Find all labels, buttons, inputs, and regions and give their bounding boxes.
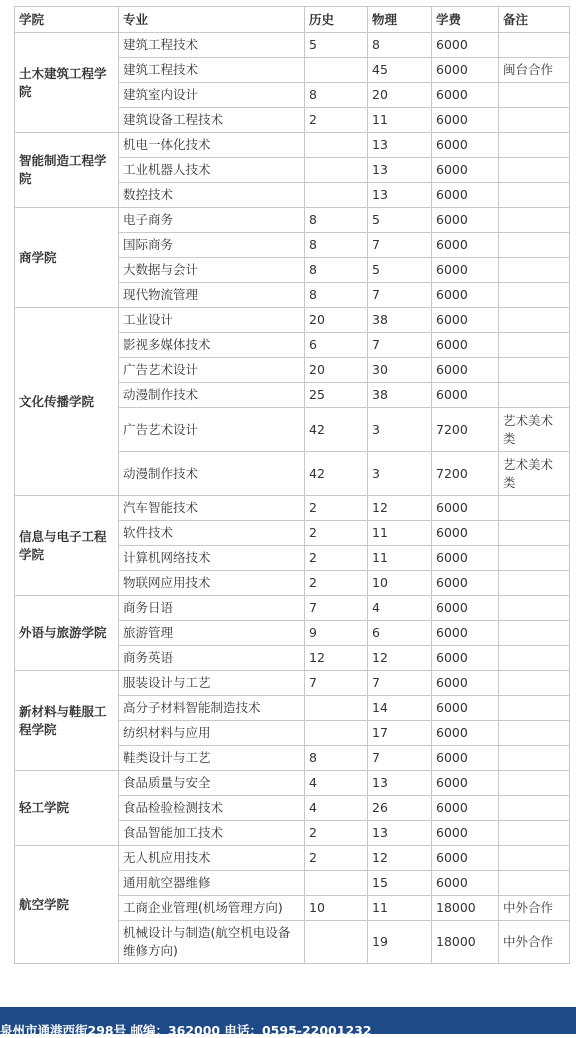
history-cell bbox=[305, 133, 368, 158]
header-physics: 物理 bbox=[368, 7, 432, 33]
fee-cell: 18000 bbox=[432, 921, 499, 964]
fee-cell: 6000 bbox=[432, 358, 499, 383]
history-cell: 42 bbox=[305, 408, 368, 452]
footer-bar bbox=[0, 1007, 576, 1038]
fee-cell: 6000 bbox=[432, 571, 499, 596]
fee-cell: 6000 bbox=[432, 183, 499, 208]
history-cell: 4 bbox=[305, 796, 368, 821]
physics-cell: 14 bbox=[368, 696, 432, 721]
history-cell: 20 bbox=[305, 308, 368, 333]
history-cell: 2 bbox=[305, 846, 368, 871]
table-row bbox=[15, 496, 570, 521]
table-header-row bbox=[15, 7, 570, 33]
history-cell: 9 bbox=[305, 621, 368, 646]
table-row bbox=[15, 596, 570, 621]
major-cell: 现代物流管理 bbox=[119, 283, 305, 308]
history-cell bbox=[305, 721, 368, 746]
college-cell: 土木建筑工程学院 bbox=[15, 33, 119, 133]
history-cell: 10 bbox=[305, 896, 368, 921]
note-cell bbox=[499, 546, 570, 571]
physics-cell: 10 bbox=[368, 571, 432, 596]
major-cell: 计算机网络技术 bbox=[119, 546, 305, 571]
major-cell: 动漫制作技术 bbox=[119, 452, 305, 496]
history-cell bbox=[305, 158, 368, 183]
history-cell: 2 bbox=[305, 108, 368, 133]
major-cell: 机械设计与制造(航空机电设备维修方向) bbox=[119, 921, 305, 964]
fee-cell: 6000 bbox=[432, 746, 499, 771]
note-cell bbox=[499, 133, 570, 158]
admission-table-container bbox=[14, 6, 569, 964]
fee-cell: 6000 bbox=[432, 133, 499, 158]
table-row bbox=[15, 846, 570, 871]
college-cell: 商学院 bbox=[15, 208, 119, 308]
fee-cell: 6000 bbox=[432, 58, 499, 83]
major-cell: 工业机器人技术 bbox=[119, 158, 305, 183]
fee-cell: 6000 bbox=[432, 546, 499, 571]
fee-cell: 6000 bbox=[432, 208, 499, 233]
history-cell: 42 bbox=[305, 452, 368, 496]
table-row bbox=[15, 671, 570, 696]
history-cell: 8 bbox=[305, 258, 368, 283]
physics-cell: 11 bbox=[368, 108, 432, 133]
fee-cell: 6000 bbox=[432, 871, 499, 896]
fee-cell: 6000 bbox=[432, 821, 499, 846]
college-cell: 航空学院 bbox=[15, 846, 119, 964]
physics-cell: 4 bbox=[368, 596, 432, 621]
major-cell: 建筑工程技术 bbox=[119, 58, 305, 83]
college-cell: 文化传播学院 bbox=[15, 308, 119, 496]
note-cell: 中外合作 bbox=[499, 896, 570, 921]
physics-cell: 13 bbox=[368, 133, 432, 158]
note-cell: 闽台合作 bbox=[499, 58, 570, 83]
major-cell: 旅游管理 bbox=[119, 621, 305, 646]
fee-cell: 7200 bbox=[432, 452, 499, 496]
note-cell bbox=[499, 383, 570, 408]
note-cell bbox=[499, 796, 570, 821]
college-cell: 信息与电子工程学院 bbox=[15, 496, 119, 596]
fee-cell: 6000 bbox=[432, 496, 499, 521]
major-cell: 建筑设备工程技术 bbox=[119, 108, 305, 133]
fee-cell: 6000 bbox=[432, 83, 499, 108]
physics-cell: 11 bbox=[368, 521, 432, 546]
physics-cell: 12 bbox=[368, 646, 432, 671]
history-cell bbox=[305, 183, 368, 208]
fee-cell: 6000 bbox=[432, 521, 499, 546]
physics-cell: 7 bbox=[368, 746, 432, 771]
major-cell: 软件技术 bbox=[119, 521, 305, 546]
fee-cell: 6000 bbox=[432, 846, 499, 871]
physics-cell: 5 bbox=[368, 208, 432, 233]
note-cell bbox=[499, 571, 570, 596]
major-cell: 国际商务 bbox=[119, 233, 305, 258]
major-cell: 广告艺术设计 bbox=[119, 358, 305, 383]
major-cell: 鞋类设计与工艺 bbox=[119, 746, 305, 771]
history-cell: 7 bbox=[305, 671, 368, 696]
fee-cell: 6000 bbox=[432, 671, 499, 696]
header-major: 专业 bbox=[119, 7, 305, 33]
major-cell: 广告艺术设计 bbox=[119, 408, 305, 452]
admission-table bbox=[14, 6, 570, 964]
major-cell: 影视多媒体技术 bbox=[119, 333, 305, 358]
physics-cell: 5 bbox=[368, 258, 432, 283]
note-cell bbox=[499, 821, 570, 846]
fee-cell: 6000 bbox=[432, 233, 499, 258]
fee-cell: 6000 bbox=[432, 383, 499, 408]
physics-cell: 12 bbox=[368, 496, 432, 521]
history-cell: 2 bbox=[305, 571, 368, 596]
note-cell bbox=[499, 746, 570, 771]
fee-cell: 6000 bbox=[432, 108, 499, 133]
physics-cell: 15 bbox=[368, 871, 432, 896]
history-cell: 4 bbox=[305, 771, 368, 796]
physics-cell: 13 bbox=[368, 821, 432, 846]
physics-cell: 7 bbox=[368, 671, 432, 696]
history-cell: 8 bbox=[305, 208, 368, 233]
major-cell: 商务英语 bbox=[119, 646, 305, 671]
physics-cell: 11 bbox=[368, 896, 432, 921]
history-cell: 8 bbox=[305, 83, 368, 108]
major-cell: 食品检验检测技术 bbox=[119, 796, 305, 821]
major-cell: 服装设计与工艺 bbox=[119, 671, 305, 696]
physics-cell: 7 bbox=[368, 283, 432, 308]
note-cell bbox=[499, 846, 570, 871]
fee-cell: 6000 bbox=[432, 721, 499, 746]
physics-cell: 19 bbox=[368, 921, 432, 964]
fee-cell: 6000 bbox=[432, 771, 499, 796]
note-cell bbox=[499, 158, 570, 183]
college-cell: 新材料与鞋服工程学院 bbox=[15, 671, 119, 771]
fee-cell: 6000 bbox=[432, 596, 499, 621]
history-cell: 8 bbox=[305, 283, 368, 308]
note-cell bbox=[499, 358, 570, 383]
note-cell bbox=[499, 233, 570, 258]
table-row bbox=[15, 133, 570, 158]
note-cell bbox=[499, 33, 570, 58]
physics-cell: 13 bbox=[368, 771, 432, 796]
fee-cell: 6000 bbox=[432, 283, 499, 308]
physics-cell: 7 bbox=[368, 333, 432, 358]
history-cell bbox=[305, 921, 368, 964]
note-cell bbox=[499, 208, 570, 233]
fee-cell: 7200 bbox=[432, 408, 499, 452]
fee-cell: 6000 bbox=[432, 333, 499, 358]
major-cell: 电子商务 bbox=[119, 208, 305, 233]
major-cell: 建筑室内设计 bbox=[119, 83, 305, 108]
major-cell: 食品质量与安全 bbox=[119, 771, 305, 796]
history-cell: 5 bbox=[305, 33, 368, 58]
fee-cell: 6000 bbox=[432, 696, 499, 721]
major-cell: 大数据与会计 bbox=[119, 258, 305, 283]
major-cell: 建筑工程技术 bbox=[119, 33, 305, 58]
major-cell: 工业设计 bbox=[119, 308, 305, 333]
note-cell bbox=[499, 646, 570, 671]
physics-cell: 3 bbox=[368, 452, 432, 496]
major-cell: 数控技术 bbox=[119, 183, 305, 208]
fee-cell: 6000 bbox=[432, 158, 499, 183]
note-cell: 中外合作 bbox=[499, 921, 570, 964]
major-cell: 商务日语 bbox=[119, 596, 305, 621]
note-cell: 艺术美术类 bbox=[499, 452, 570, 496]
header-history: 历史 bbox=[305, 7, 368, 33]
history-cell: 2 bbox=[305, 546, 368, 571]
major-cell: 无人机应用技术 bbox=[119, 846, 305, 871]
note-cell bbox=[499, 671, 570, 696]
note-cell bbox=[499, 521, 570, 546]
fee-cell: 6000 bbox=[432, 33, 499, 58]
physics-cell: 17 bbox=[368, 721, 432, 746]
history-cell: 20 bbox=[305, 358, 368, 383]
fee-cell: 6000 bbox=[432, 258, 499, 283]
header-note: 备注 bbox=[499, 7, 570, 33]
note-cell bbox=[499, 621, 570, 646]
history-cell: 8 bbox=[305, 233, 368, 258]
header-fee: 学费 bbox=[432, 7, 499, 33]
major-cell: 机电一体化技术 bbox=[119, 133, 305, 158]
major-cell: 食品智能加工技术 bbox=[119, 821, 305, 846]
physics-cell: 26 bbox=[368, 796, 432, 821]
physics-cell: 8 bbox=[368, 33, 432, 58]
physics-cell: 38 bbox=[368, 308, 432, 333]
physics-cell: 7 bbox=[368, 233, 432, 258]
major-cell: 物联网应用技术 bbox=[119, 571, 305, 596]
note-cell: 艺术美术类 bbox=[499, 408, 570, 452]
physics-cell: 11 bbox=[368, 546, 432, 571]
fee-cell: 6000 bbox=[432, 621, 499, 646]
physics-cell: 38 bbox=[368, 383, 432, 408]
table-row bbox=[15, 771, 570, 796]
history-cell bbox=[305, 696, 368, 721]
major-cell: 纺织材料与应用 bbox=[119, 721, 305, 746]
physics-cell: 45 bbox=[368, 58, 432, 83]
header-college: 学院 bbox=[15, 7, 119, 33]
table-row bbox=[15, 308, 570, 333]
college-cell: 外语与旅游学院 bbox=[15, 596, 119, 671]
footer-address: 泉州市通港西街298号 邮编：362000 电话：0595-22001232 bbox=[0, 1023, 372, 1038]
table-row bbox=[15, 33, 570, 58]
major-cell: 工商企业管理(机场管理方向) bbox=[119, 896, 305, 921]
history-cell: 8 bbox=[305, 746, 368, 771]
note-cell bbox=[499, 258, 570, 283]
fee-cell: 6000 bbox=[432, 308, 499, 333]
table-body bbox=[15, 33, 570, 964]
major-cell: 汽车智能技术 bbox=[119, 496, 305, 521]
note-cell bbox=[499, 183, 570, 208]
table-row bbox=[15, 208, 570, 233]
note-cell bbox=[499, 696, 570, 721]
note-cell bbox=[499, 83, 570, 108]
note-cell bbox=[499, 108, 570, 133]
history-cell: 7 bbox=[305, 596, 368, 621]
physics-cell: 20 bbox=[368, 83, 432, 108]
physics-cell: 3 bbox=[368, 408, 432, 452]
physics-cell: 6 bbox=[368, 621, 432, 646]
note-cell bbox=[499, 596, 570, 621]
history-cell: 25 bbox=[305, 383, 368, 408]
major-cell: 通用航空器维修 bbox=[119, 871, 305, 896]
note-cell bbox=[499, 308, 570, 333]
college-cell: 轻工学院 bbox=[15, 771, 119, 846]
note-cell bbox=[499, 721, 570, 746]
history-cell: 2 bbox=[305, 521, 368, 546]
note-cell bbox=[499, 333, 570, 358]
physics-cell: 30 bbox=[368, 358, 432, 383]
history-cell: 2 bbox=[305, 821, 368, 846]
history-cell bbox=[305, 871, 368, 896]
physics-cell: 13 bbox=[368, 158, 432, 183]
note-cell bbox=[499, 283, 570, 308]
history-cell: 2 bbox=[305, 496, 368, 521]
history-cell: 6 bbox=[305, 333, 368, 358]
physics-cell: 12 bbox=[368, 846, 432, 871]
note-cell bbox=[499, 871, 570, 896]
note-cell bbox=[499, 496, 570, 521]
fee-cell: 18000 bbox=[432, 896, 499, 921]
major-cell: 高分子材料智能制造技术 bbox=[119, 696, 305, 721]
history-cell bbox=[305, 58, 368, 83]
physics-cell: 13 bbox=[368, 183, 432, 208]
history-cell: 12 bbox=[305, 646, 368, 671]
college-cell: 智能制造工程学院 bbox=[15, 133, 119, 208]
note-cell bbox=[499, 771, 570, 796]
fee-cell: 6000 bbox=[432, 646, 499, 671]
fee-cell: 6000 bbox=[432, 796, 499, 821]
major-cell: 动漫制作技术 bbox=[119, 383, 305, 408]
